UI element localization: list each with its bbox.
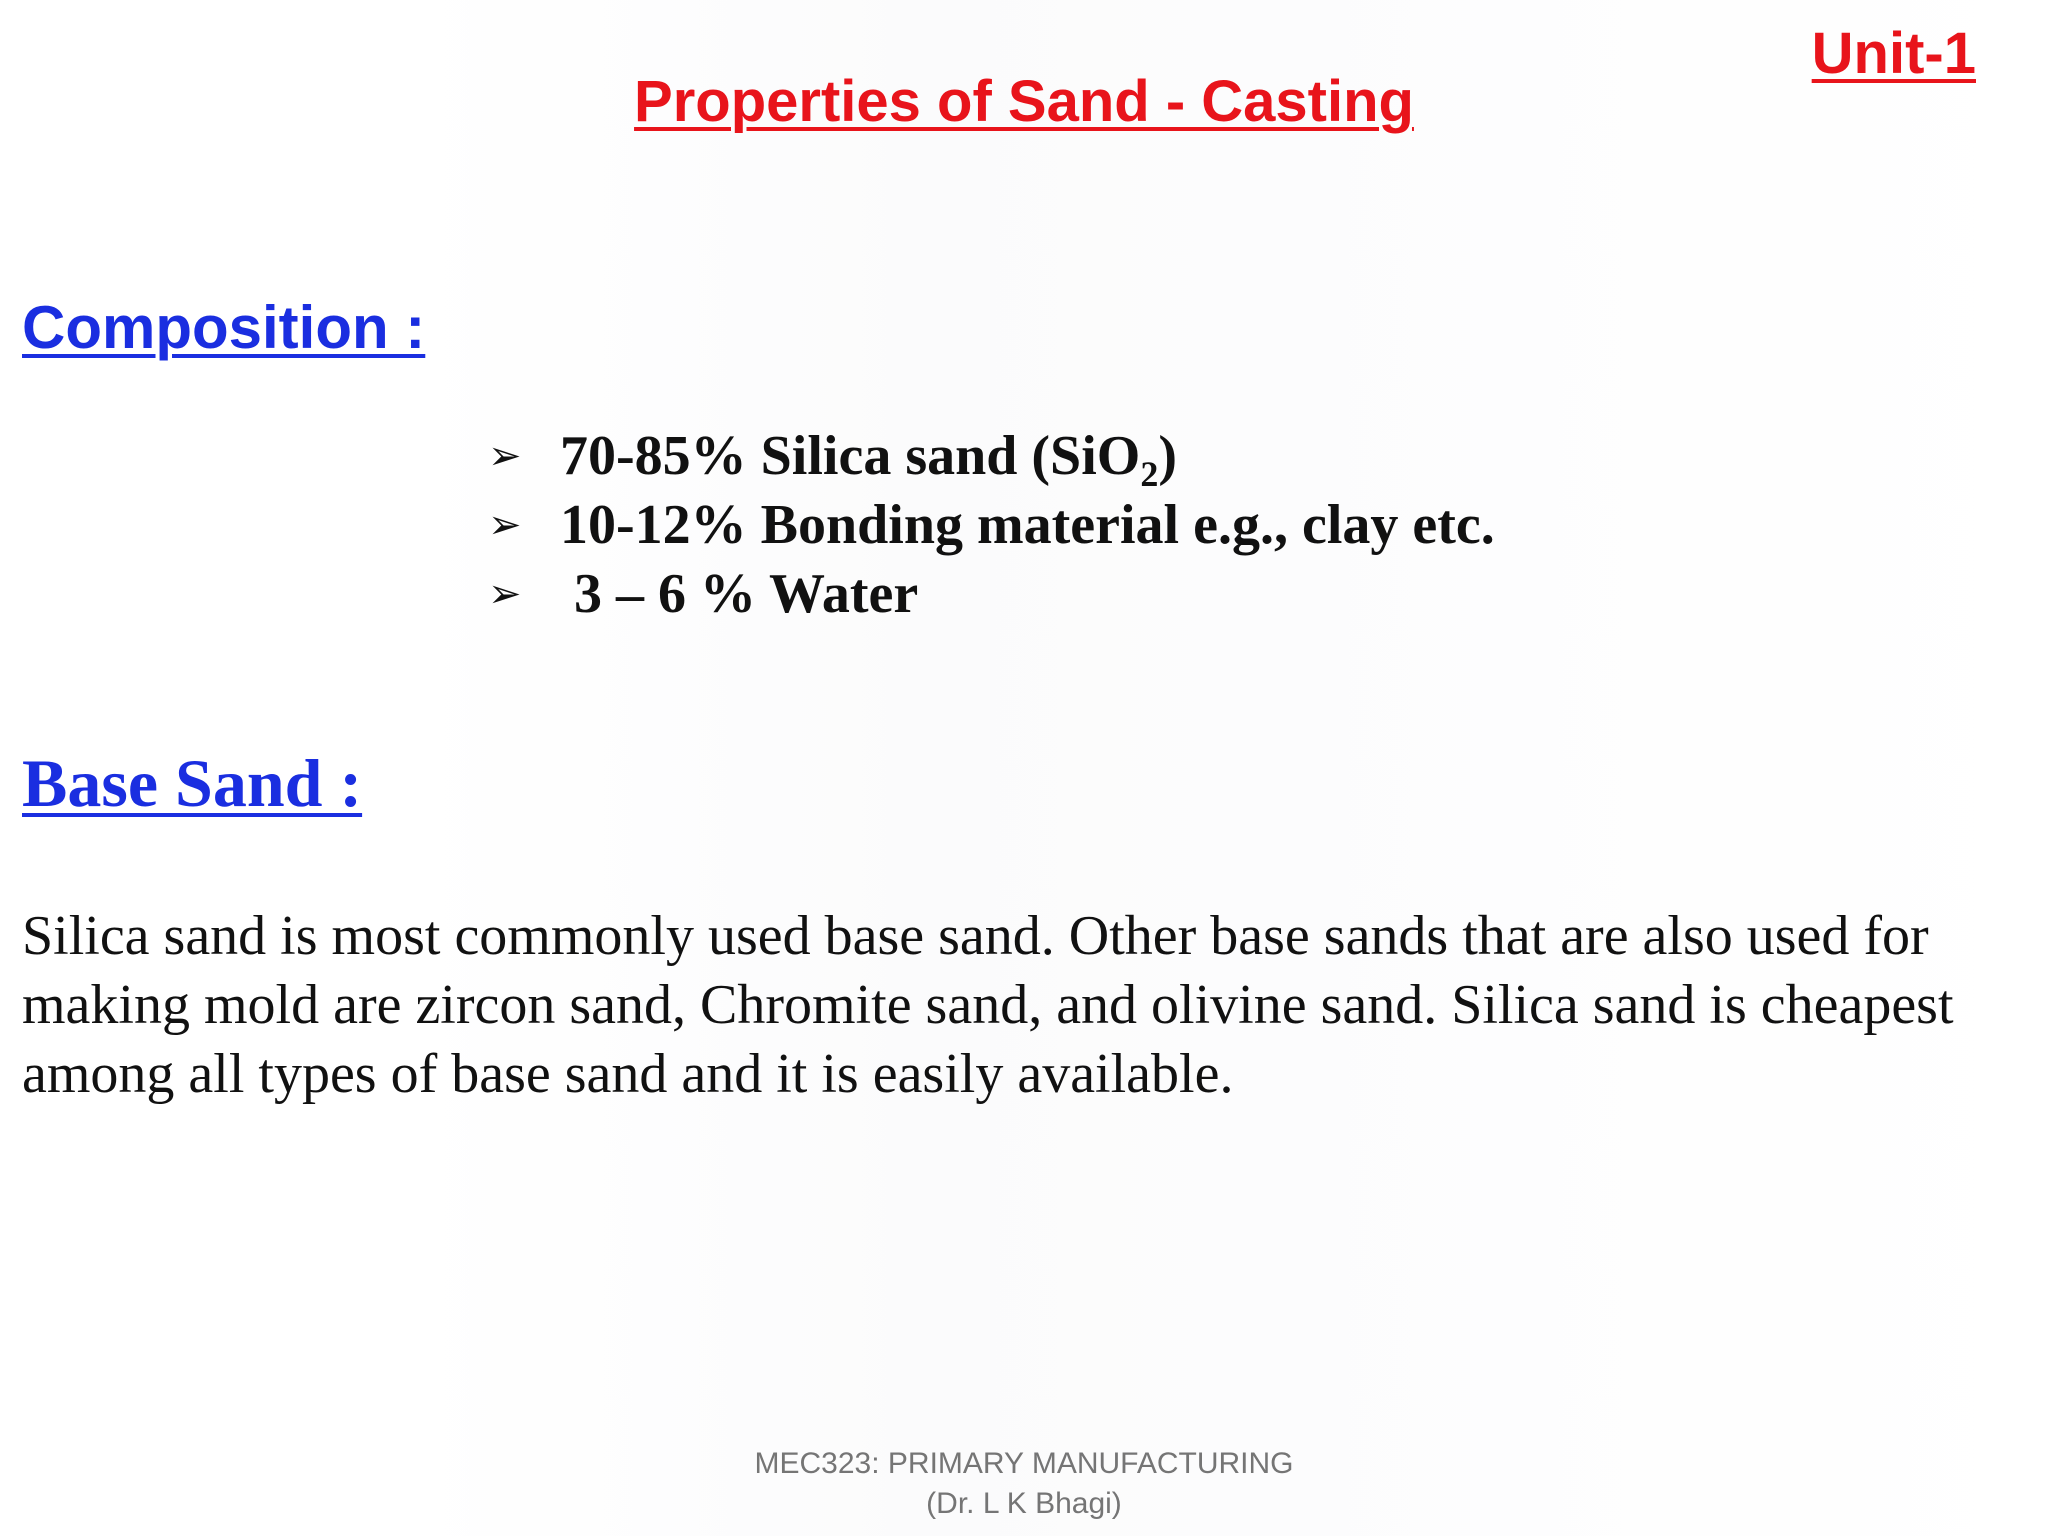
- arrow-bullet-icon: ➢: [488, 502, 522, 548]
- base-sand-heading: Base Sand :: [22, 745, 363, 821]
- slide-title: [0, 62, 2048, 142]
- slide-title-text: Properties of Sand - Casting: [634, 69, 1414, 134]
- composition-list: [488, 422, 1495, 629]
- footer-author: (Dr. L K Bhagi): [926, 1487, 1122, 1520]
- footer: [0, 1444, 2048, 1524]
- base-sand-paragraph: Silica sand is most commonly used base sand. Other base sands that are also used for making mold are zircon sand, Chromite sand, and olivine sand. Silica sand is cheapest among all types of base sand and it is easily available.: [22, 905, 1954, 1105]
- composition-item-after: ): [1158, 425, 1177, 487]
- list-item: [488, 491, 1495, 560]
- composition-item-text: 3 – 6 % Water: [560, 563, 919, 625]
- footer-course: MEC323: PRIMARY MANUFACTURING: [754, 1447, 1294, 1480]
- arrow-bullet-icon: ➢: [488, 433, 522, 479]
- list-item: [488, 422, 1495, 495]
- list-item: [488, 560, 1495, 629]
- subscript: 2: [1140, 454, 1159, 495]
- arrow-bullet-icon: ➢: [488, 571, 522, 617]
- composition-heading: Composition :: [22, 294, 426, 361]
- unit-label: Unit-1: [1811, 21, 1976, 86]
- composition-item-text: 10-12% Bonding material e.g., clay etc.: [560, 494, 1495, 556]
- composition-item-text: 70-85% Silica sand (SiO: [560, 425, 1141, 487]
